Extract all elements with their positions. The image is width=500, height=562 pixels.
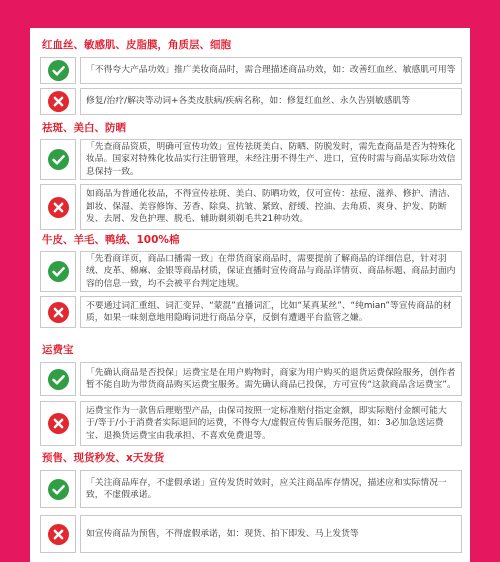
rule-text: 运费宝作为一款售后理赔型产品，由保司按照一定标准赔付指定金额，即实际赔付金额可能大于/等于/小于消费者实际退回的运费，不得夸大/虚假宣传售后服务范围，如：3必加急送运费宝、退换货运费宝由我承担、不喜欢免费退等。 (80, 401, 462, 446)
cross-circle-icon (48, 524, 69, 545)
rule-text: 不要通过词汇重组、词汇变异、“蒙混”直播词汇，比如“某真某丝”、“纯mian”等宣传商品的材质，如果一味刻意地用隐晦词进行商品分享，反倒有遭遇平台监管之嫌。 (80, 296, 462, 328)
allowed-rule-row (40, 362, 462, 396)
cross-circle-icon (48, 413, 69, 434)
content-panel (30, 28, 470, 562)
section-heading-shipping-insurance: 运费宝 (42, 344, 74, 356)
section-heading-whitening-sunscreen: 祛斑、美白、防晒 (42, 122, 126, 134)
prohibited-rule-row (40, 88, 462, 115)
check-circle-icon (48, 261, 69, 282)
rule-icon-cell (40, 184, 76, 230)
allowed-rule-row (40, 470, 462, 508)
check-circle-icon (48, 60, 69, 81)
rule-icon-cell (40, 470, 76, 508)
rule-icon-cell (40, 296, 76, 328)
allowed-rule-row (40, 57, 462, 84)
rule-text: 「不得夸大产品功效」推广美妆商品时，需合理描述商品功效，如：改善红血丝、敏感肌可用等 (80, 57, 462, 84)
rule-icon-cell (40, 515, 76, 553)
rule-icon-cell (40, 251, 76, 292)
rule-icon-cell (40, 401, 76, 446)
rule-icon-cell (40, 362, 76, 396)
check-circle-icon (48, 149, 69, 170)
rule-text: 「关注商品库存，不虚假承诺」宣传发货时效时，应关注商品库存情况，描述应和实际情况一致，不虚假承诺。 (80, 470, 462, 508)
rule-text: 如宣传商品为预售，不得虚假承诺，如：现货、拍下即发、马上发货等 (80, 515, 462, 553)
prohibited-rule-row (40, 401, 462, 446)
rule-icon-cell (40, 88, 76, 115)
cross-circle-icon (48, 91, 69, 112)
rule-text: 修复/治疗/解决等动词+各类皮肤病/疾病名称，如：修复红血丝、永久告别敏感肌等 (80, 88, 462, 115)
rule-text: 「先查商品资质，明确可宣传功效」宣传祛斑美白、防晒、防脱发时，需先查商品是否为特殊化妆品。国家对特殊化妆品实行注册管理，未经注册不得生产、进口，宣传时需与商品实际功效信息保持一致。 (80, 139, 462, 180)
section-heading-material: 牛皮、羊毛、鸭绒、100%棉 (42, 234, 180, 246)
rule-text: 「先看商详页，商品口播需一致」在带货商家商品时，需要提前了解商品的详细信息，针对羽绒、皮革、棉麻、金银等商品材质，保证直播时宣传商品与商品详情页、商品标题、商品封面内容的信息一致，均不会被平台判定违规。 (80, 251, 462, 292)
allowed-rule-row (40, 139, 462, 180)
prohibited-rule-row (40, 184, 462, 230)
prohibited-rule-row (40, 515, 462, 553)
check-circle-icon (48, 369, 69, 390)
rule-icon-cell (40, 139, 76, 180)
prohibited-rule-row (40, 296, 462, 328)
rule-icon-cell (40, 57, 76, 84)
section-heading-skin-terms: 红血丝、敏感肌、皮脂膜，角质层、细胞 (42, 39, 231, 51)
allowed-rule-row (40, 251, 462, 292)
cross-circle-icon (48, 197, 69, 218)
rule-text: 如商品为普通化妆品，不得宣传祛斑、美白、防晒功效，仅可宣传：祛痘、滋养、修护、清洁、卸妆、保湿、美容修饰、芳香、除臭、抗皱、紧致、舒缓、控油、去角质、爽身、护发、防断发、去屑、发色护理、脱毛、辅助剃须剃毛共21种功效。 (80, 184, 462, 230)
rule-text: 「先确认商品是否投保」运费宝是在用户购物时，商家为用户购买的退货运费保险服务，创作者暂不能自助为带货商品购买运费宝服务。需先确认商品已投保，方可宣传“这款商品含运费宝”。 (80, 362, 462, 396)
cross-circle-icon (48, 302, 69, 323)
check-circle-icon (48, 479, 69, 500)
section-heading-delivery-time: 预售、现货秒发、x天发货 (42, 452, 165, 464)
